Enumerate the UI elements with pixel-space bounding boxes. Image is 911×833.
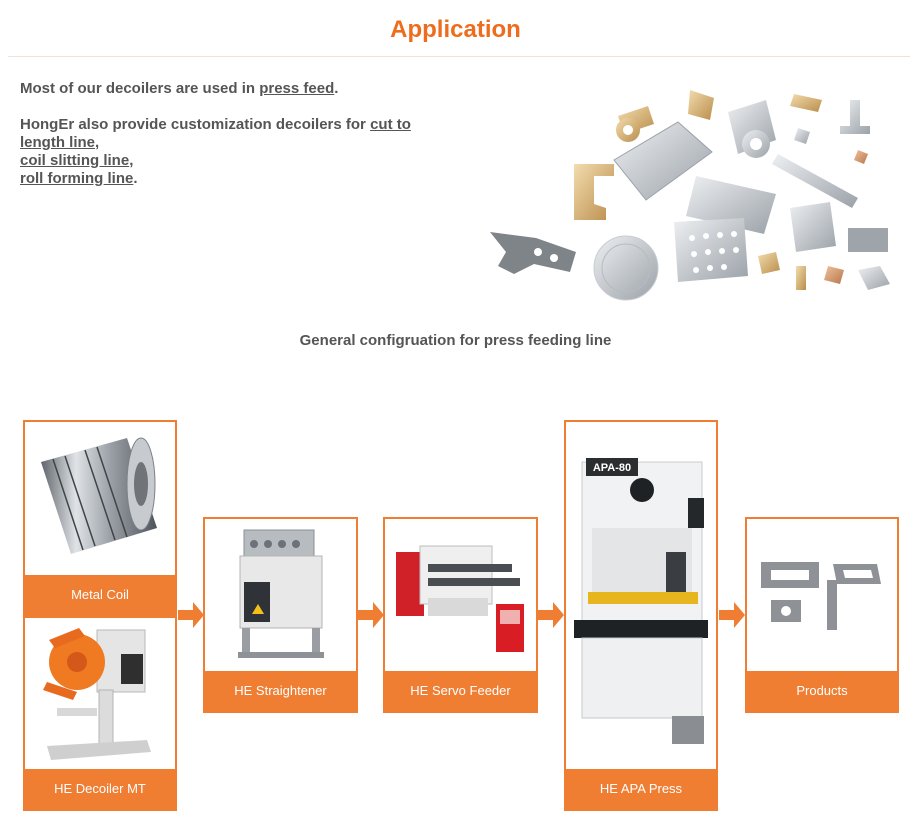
arrow-right-icon xyxy=(356,600,386,630)
products-label: Products xyxy=(747,671,897,711)
metal-coil-label: Metal Coil xyxy=(25,575,175,615)
arrow-right-icon xyxy=(176,600,206,630)
servo-feeder-label: HE Servo Feeder xyxy=(385,671,536,711)
page-title: Application xyxy=(390,16,521,43)
intro-text xyxy=(20,80,460,206)
products-image xyxy=(757,550,887,634)
coil-slitting-link[interactable]: coil slitting line xyxy=(20,152,130,169)
arrow-right-icon xyxy=(717,600,747,630)
title-divider xyxy=(8,56,910,57)
stamped-parts-image xyxy=(478,72,908,312)
intro-paragraph-2: HongEr also provide customization decoilers for cut to length line, coil slitting line, roll forming line. xyxy=(20,116,411,187)
straightener-label: HE Straightener xyxy=(205,671,356,711)
config-title: General configruation for press feeding line xyxy=(299,332,612,349)
decoiler-label: HE Decoiler MT xyxy=(25,769,175,809)
arrow-right-icon xyxy=(536,600,566,630)
press-label: HE APA Press xyxy=(566,769,716,809)
cut-to-length-link[interactable]: cut to length line xyxy=(20,116,411,151)
decoiler-image xyxy=(37,620,161,766)
straightener-image xyxy=(232,522,332,664)
press-image xyxy=(568,448,714,754)
intro-paragraph-1: Most of our decoilers are used in press feed. xyxy=(20,80,339,97)
roll-forming-link[interactable]: roll forming line xyxy=(20,170,134,187)
press-feed-link[interactable]: press feed xyxy=(259,80,335,97)
metal-coil-image xyxy=(35,432,165,564)
servo-feeder-image xyxy=(392,538,532,660)
press-badge: APA-80 xyxy=(592,462,632,474)
